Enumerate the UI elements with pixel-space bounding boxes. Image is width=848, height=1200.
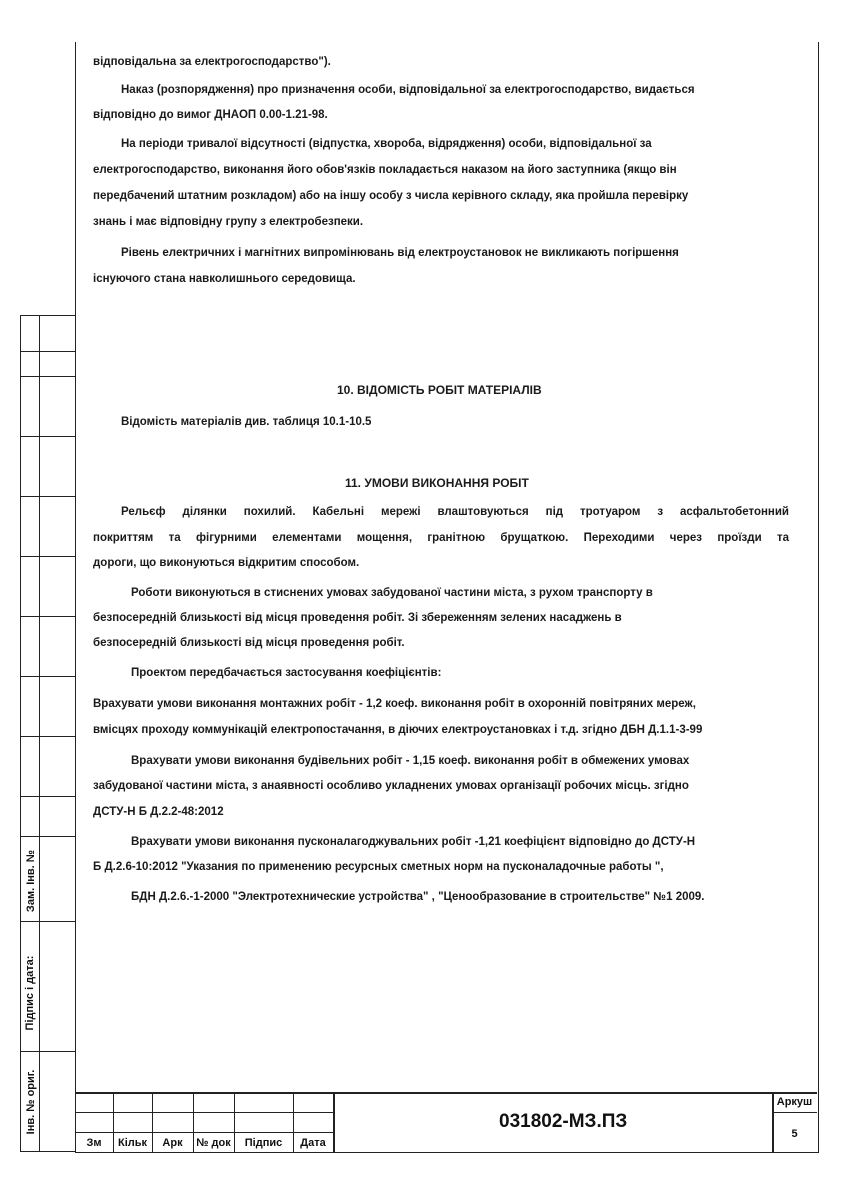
body-line: Врахувати умови виконання пусконалагоджувальних робіт -1,21 коефіцієнт відповідно до ДСТУ-Н	[131, 836, 696, 848]
title-block	[75, 1092, 817, 1152]
tb-col-date: Дата	[300, 1137, 326, 1149]
side-stamp-divider	[21, 796, 75, 797]
section-title: 11. УМОВИ ВИКОНАННЯ РОБІТ	[345, 476, 529, 490]
sheet-label: Аркуш	[776, 1096, 813, 1108]
tb-col-ark: Арк	[162, 1137, 183, 1149]
side-label-zam-inv: Зам. Інв. №	[25, 849, 37, 913]
side-stamp-divider	[39, 316, 40, 1151]
body-line: відповідно до вимог ДНАОП 0.00-1.21-98.	[93, 109, 328, 121]
side-stamp-divider	[21, 676, 75, 677]
sheet-number: 5	[791, 1128, 798, 1140]
body-line: Наказ (розпорядження) про призначення особи, відповідальної за електрогосподарство, видається	[121, 84, 695, 96]
body-line: безпосередній близькості від місця проведення робіт. Зі збереженням зелених насаджень в	[93, 612, 622, 624]
side-stamp-divider	[21, 351, 75, 352]
body-line: забудованої частини міста, з анаявності особливо укладнених умовах організації робочих місць. згідно	[93, 780, 689, 792]
side-stamp-divider	[21, 496, 75, 497]
body-line: покриттям та фігурними елементами мощення, гранітною брущаткою. Переходими через проїзди та	[93, 532, 789, 544]
body-line: Відомість матеріалів див. таблиця 10.1-10.5	[121, 416, 372, 428]
section-title: 10. ВІДОМІСТЬ РОБІТ МАТЕРІАЛІВ	[337, 383, 542, 397]
side-stamp-divider	[21, 376, 75, 377]
body-line: передбачений штатним розкладом) або на іншу особу з числа керівного складу, яка пройшла перевірку	[93, 190, 689, 202]
body-line: вмісцях проходу коммунікацій електропостачання, в діючих електроустановках і т.д. згідно ДБН Д.1.1-3-99	[93, 724, 703, 736]
tb-line	[333, 1092, 335, 1152]
side-stamp-divider	[21, 736, 75, 737]
body-line: дороги, що виконуються відкритим способом.	[93, 557, 360, 569]
tb-col-kilk: Кільк	[117, 1137, 148, 1149]
body-line: Проектом передбачається застосування коефіцієнтів:	[131, 667, 442, 679]
tb-col-signature: Підпис	[244, 1137, 283, 1149]
body-line: Б Д.2.6-10:2012 "Указания по применению ресурсных сметных норм на пусконаладочные работы ",	[93, 861, 664, 873]
body-line: знань і має відповідну групу з електробезпеки.	[93, 216, 364, 228]
body-line: Роботи виконуються в стиснених умовах забудованої частини міста, з рухом транспорту в	[131, 587, 653, 599]
document-code: 031802-МЗ.ПЗ	[499, 1111, 628, 1132]
body-line: безпосередній близькості від місця проведення робіт.	[93, 637, 405, 649]
side-stamp-divider	[21, 616, 75, 617]
side-label-sign-date: Підпис і дата:	[24, 955, 36, 1031]
side-stamp-divider	[21, 1051, 75, 1052]
body-line: Рельєф ділянки похилий. Кабельні мережі влаштовуються під тротуаром з асфальтобетонний	[121, 506, 789, 518]
body-line: Рівень електричних і магнітних випромінювань від електроустановок не викликають погіршення	[121, 247, 679, 259]
body-line: Врахувати умови виконання будівельних робіт - 1,15 коеф. виконання робіт в обмежених умовах	[131, 755, 690, 767]
body-line: існуючого стана навколишнього середовища.	[93, 273, 356, 285]
body-line: відповідальна за електрогосподарство").	[93, 56, 331, 68]
side-label-inv-orig: Інв. № оpиг.	[25, 1069, 37, 1135]
body-line: Врахувати умови виконання монтажних робіт - 1,2 коеф. виконання робіт в охоронній повітряних мереж,	[93, 698, 696, 710]
body-line: ДСТУ-Н Б Д.2.2-48:2012	[93, 806, 224, 818]
side-stamp-divider	[21, 556, 75, 557]
body-line: На періоди тривалої відсутності (відпустка, хвороба, відрядження) особи, відповідальної за	[121, 138, 652, 150]
tb-line	[772, 1112, 817, 1113]
side-stamp-divider	[21, 436, 75, 437]
body-line: електрогосподарство, виконання його обов'язків покладається наказом на його заступника (якщо він	[93, 164, 677, 176]
tb-col-zm: Зм	[86, 1137, 102, 1149]
tb-line	[75, 1092, 817, 1094]
side-stamp-divider	[21, 836, 75, 837]
tb-col-doc: № док	[196, 1137, 231, 1149]
body-line: БДН Д.2.6.-1-2000 "Электротехнические устройства" , "Ценообразование в строительстве" №1 2009.	[131, 891, 705, 903]
